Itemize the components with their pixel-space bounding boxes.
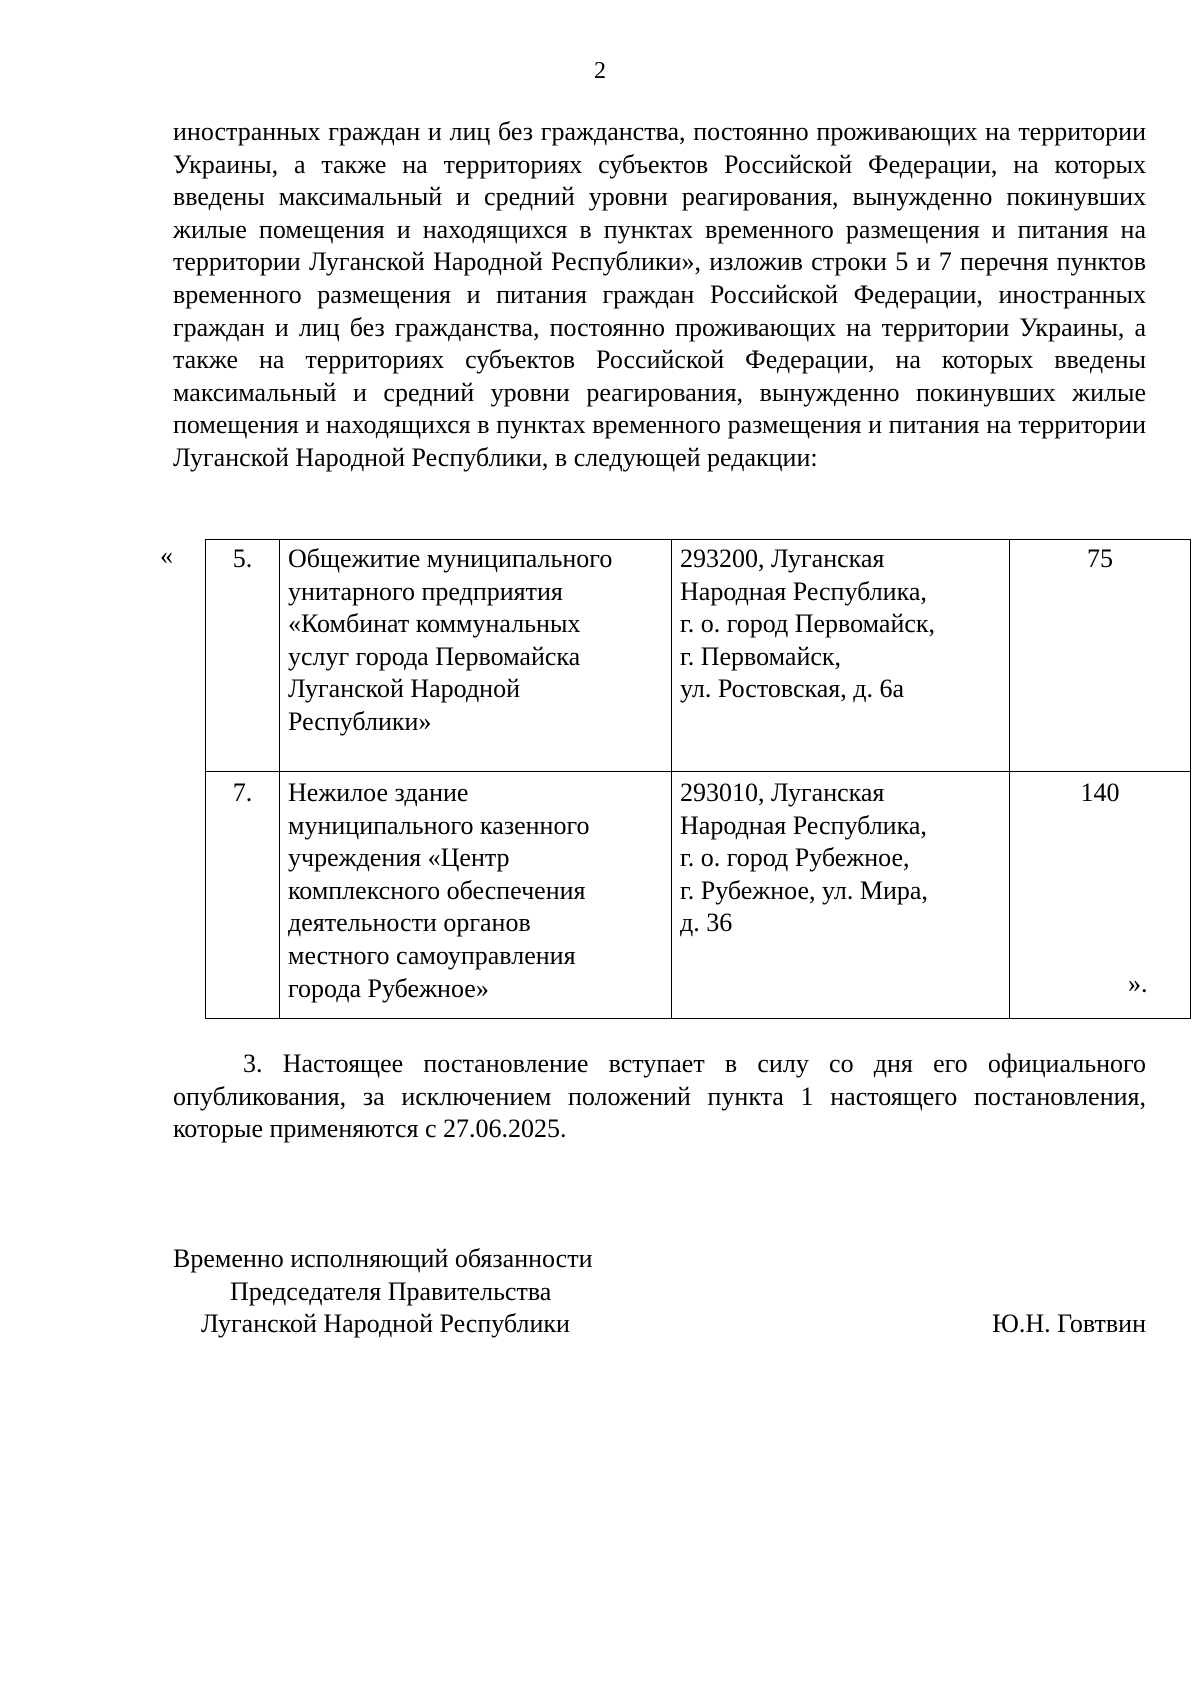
- address-line: г. о. город Первомайск,: [680, 609, 936, 639]
- facility-name-line: деятельности органов: [288, 908, 531, 938]
- row-number: 7.: [206, 772, 280, 1019]
- facility-name: [280, 540, 672, 772]
- shelter-table: [205, 539, 1191, 1019]
- facility-name-line: «Комбинат коммунальных: [288, 609, 581, 639]
- facility-name-line: услуг города Первомайска: [288, 641, 581, 671]
- facility-address: [672, 772, 1010, 1019]
- facility-name-line: местного самоуправления: [288, 940, 576, 970]
- intro-paragraph: иностранных граждан и лиц без гражданства, постоянно проживающих на территории Украины, а также на территориях субъектов Российской Федерации, на которых введены максимальный и средний уровни реагирования, вынужденно покинувших жилые помещения и находящихся в пунктах временного размещения и питания на территории Луганской Народной Республики», изложив строки 5 и 7 перечня пунктов временного размещения и питания граждан Российской Федерации, иностранных граждан и лиц без гражданства, постоянно проживающих на территории Украины, а также на территориях субъектов Российской Федерации, на которых введены максимальный и средний уровни реагирования, вынужденно покинувших жилые помещения и находящихся в пунктах временного размещения и питания на территории Луганской Народной Республики, в следующей редакции:: [173, 117, 1146, 472]
- facility-name-line: муниципального казенного: [288, 810, 590, 840]
- capacity: 140: [1010, 772, 1191, 1019]
- signature-title-line: Председателя Правительства: [230, 1276, 552, 1306]
- address-line: д. 36: [680, 908, 733, 938]
- facility-name-line: Луганской Народной: [288, 674, 520, 704]
- facility-name-line: Республики»: [288, 706, 432, 736]
- facility-name-line: унитарного предприятия: [288, 576, 563, 606]
- address-line: 293010, Луганская: [680, 778, 885, 807]
- facility-name-line: Общежитие муниципального: [288, 544, 613, 573]
- row-number: 5.: [206, 540, 280, 772]
- table-row: [206, 540, 1191, 772]
- closing-quote-mark: ».: [1128, 969, 1148, 998]
- address-line: г. Рубежное, ул. Мира,: [680, 875, 928, 905]
- signature-title-line: Временно исполняющий обязанности: [173, 1244, 593, 1273]
- table-row: [206, 772, 1191, 1019]
- signature-title: [173, 1243, 593, 1341]
- address-line: Народная Республика,: [680, 810, 927, 840]
- facility-name-line: Нежилое здание: [288, 778, 469, 807]
- address-line: г. Первомайск,: [680, 641, 842, 671]
- signature-title-line: Луганской Народной Республики: [201, 1309, 570, 1339]
- facility-name: [280, 772, 672, 1019]
- address-line: г. о. город Рубежное,: [680, 843, 910, 873]
- facility-name-line: учреждения «Центр: [288, 843, 510, 873]
- capacity: 75: [1010, 540, 1191, 772]
- address-line: Народная Республика,: [680, 576, 927, 606]
- signatory-name: Ю.Н. Говтвин: [992, 1309, 1146, 1338]
- facility-address: [672, 540, 1010, 772]
- clause-3-paragraph: 3. Настоящее постановление вступает в силу со дня его официального опубликования, за исключением положений пункта 1 настоящего постановления, которые применяются с 27.06.2025.: [173, 1049, 1146, 1144]
- address-line: ул. Ростовская, д. 6а: [680, 674, 905, 704]
- opening-quote-mark: «: [160, 541, 173, 570]
- facility-name-line: города Рубежное»: [288, 973, 489, 1003]
- page-number: 2: [594, 58, 606, 84]
- address-line: 293200, Луганская: [680, 544, 885, 573]
- facility-name-line: комплексного обеспечения: [288, 875, 586, 905]
